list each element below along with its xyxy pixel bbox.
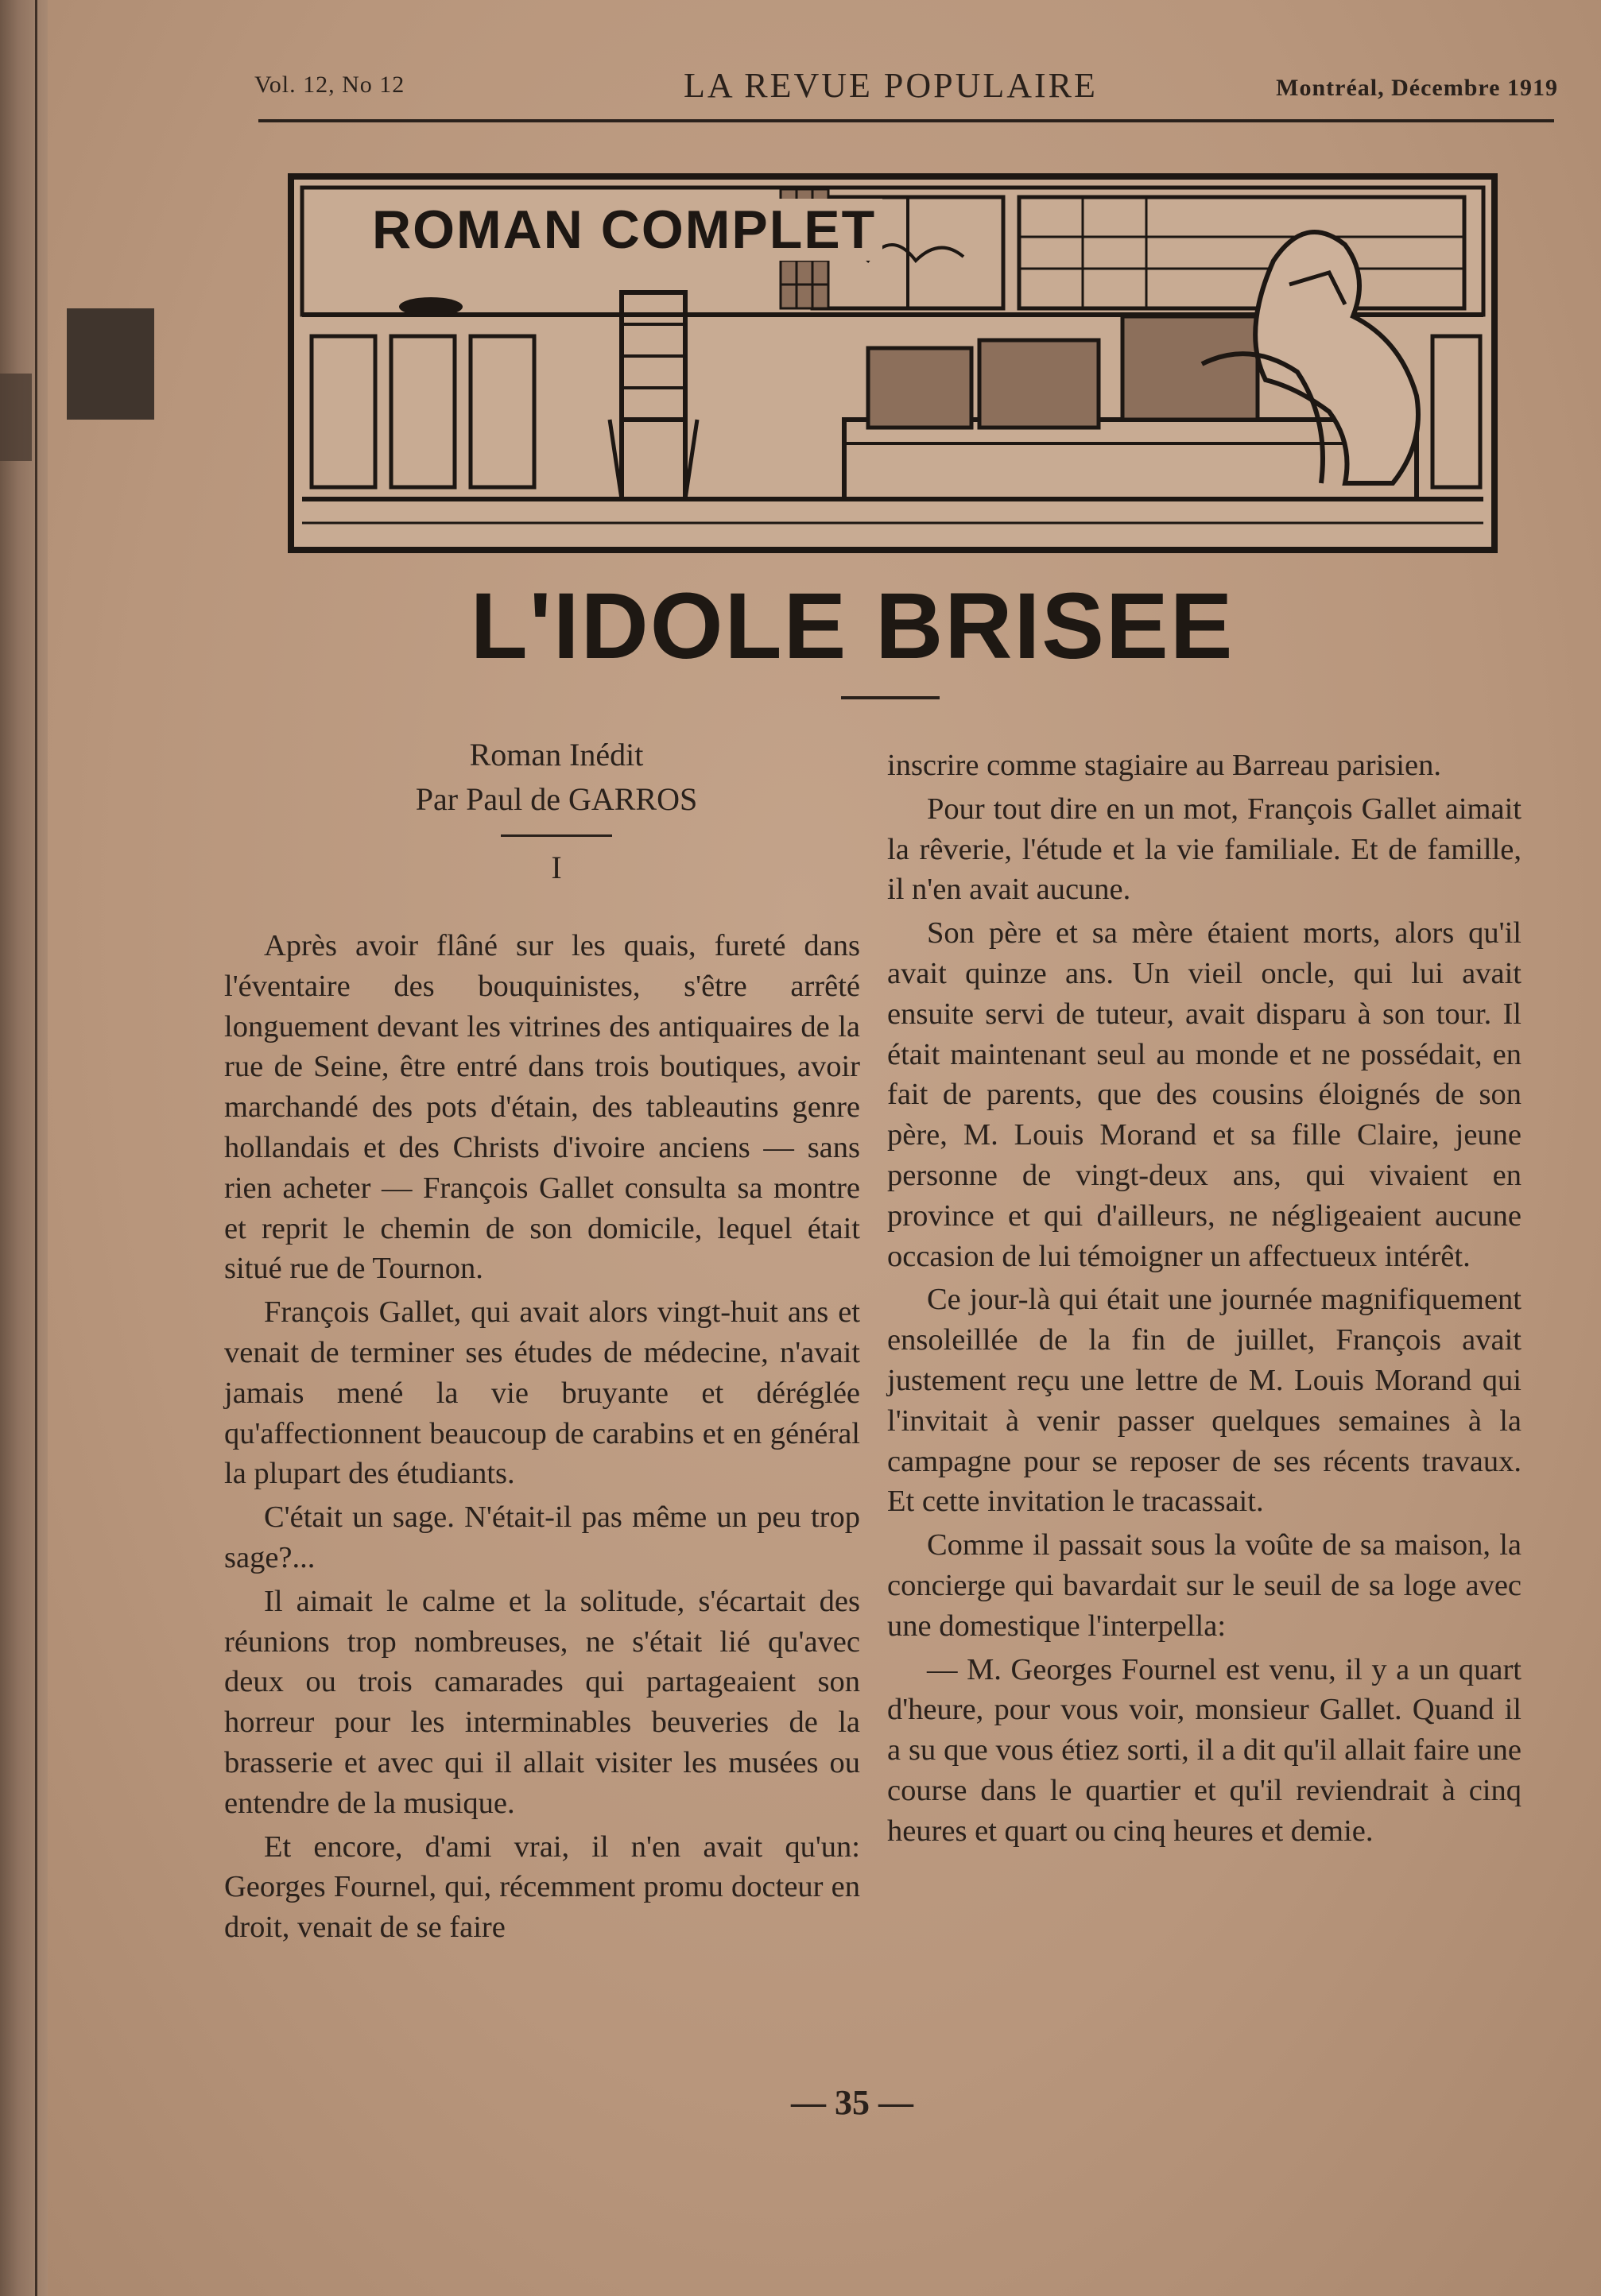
paragraph: Il aimait le calme et la solitude, s'écartait des réunions trop nombreuses, ne s'était lié qu'avec deux ou trois camarades qui partageaient son horreur pour les interminables beuveries de la brasserie et avec qui il allait visiter les musées ou entendre de la musique. <box>224 1584 860 1820</box>
paragraph: C'était un sage. N'était-il pas même un peu trop sage?... <box>224 1500 860 1574</box>
margin-mark <box>0 374 32 461</box>
volume-number: Vol. 12, No 12 <box>254 72 405 98</box>
paragraph: François Gallet, qui avait alors vingt-huit ans et venait de terminer ses études de médecine, n'avait jamais mené la vie bruyante et déréglée qu'affectionnent beaucoup de carabins et en général la plupart des étudiants. <box>224 1295 860 1491</box>
title-rule <box>841 696 940 699</box>
header-rule <box>258 119 1554 122</box>
binding-edge-line <box>35 0 37 2296</box>
running-header <box>254 66 1558 135</box>
right-column <box>887 745 1522 1852</box>
subtitle: Roman Inédit <box>469 737 644 772</box>
banner-label: ROMAN COMPLET <box>366 199 882 261</box>
paragraph: Pour tout dire en un mot, François Gallet aimait la rêverie, l'étude et la vie familiale. Et de famille, il n'en avait aucune. <box>887 792 1522 907</box>
byline-rule <box>501 834 612 837</box>
page-binding <box>0 0 48 2296</box>
page-number: — 35 — <box>791 2083 913 2122</box>
byline <box>262 733 851 822</box>
issue-place-date: Montréal, Décembre 1919 <box>1276 75 1558 101</box>
story-title: L'IDOLE BRISEE <box>470 574 1235 679</box>
magazine-name: LA REVUE POPULAIRE <box>684 66 1098 105</box>
paragraph: Et encore, d'ami vrai, il n'en avait qu'un: Georges Fournel, qui, récemment promu docteur en droit, venait de se faire <box>224 1829 860 1945</box>
author: Par Paul de GARROS <box>415 781 698 817</box>
chapter-number: I <box>551 850 562 885</box>
paragraph: Après avoir flâné sur les quais, fureté dans l'éventaire des bouquinistes, s'être arrêté longuement devant les vitrines des antiquaires de la rue de Seine, être entré dans trois boutiques, avoir marchandé des pots d'étain, des tableautins genre hollandais et des Christs d'ivoire anciens — sans rien acheter — François Gallet consulta sa montre et reprit le chemin de son domicile, lequel était situé rue de Tournon. <box>224 929 860 1286</box>
paragraph: Comme il passait sous la voûte de sa maison, la concierge qui bavardait sur le seuil de sa loge avec une domestique l'interpella: <box>887 1528 1522 1643</box>
left-column <box>224 926 860 1948</box>
paragraph: — M. Georges Fournel est venu, il y a un quart d'heure, pour vous voir, monsieur Gallet. Quand il a su que vous étiez sorti, il a dit qu'il allait faire une course dans le quartier et qu'il reviendrait à cinq heures et quart ou cinq heures et demie. <box>887 1652 1522 1848</box>
margin-stamp <box>67 308 154 420</box>
paragraph: Ce jour-là qui était une journée magnifiquement ensoleillée de la fin de juillet, François avait justement reçu une lettre de M. Louis Morand qui l'invitait à venir passer quelques semaines à la campagne pour se reposer de ses récents travaux. Et cette invitation le tracassait. <box>887 1283 1522 1519</box>
paragraph: Son père et sa mère étaient morts, alors qu'il avait quinze ans. Un vieil oncle, qui lui avait ensuite servi de tuteur, avait disparu à son tour. Il était maintenant seul au monde et ne possédait, en fait de parents, que des cousins éloignés de son père, M. Louis Morand et sa fille Claire, jeune personne de vingt-deux ans, qui vivaient en province et qui d'ailleurs, ne négligeaient aucune occasion de lui témoigner un affectueux intérêt. <box>887 916 1522 1273</box>
paragraph: inscrire comme stagiaire au Barreau parisien. <box>887 749 1441 782</box>
